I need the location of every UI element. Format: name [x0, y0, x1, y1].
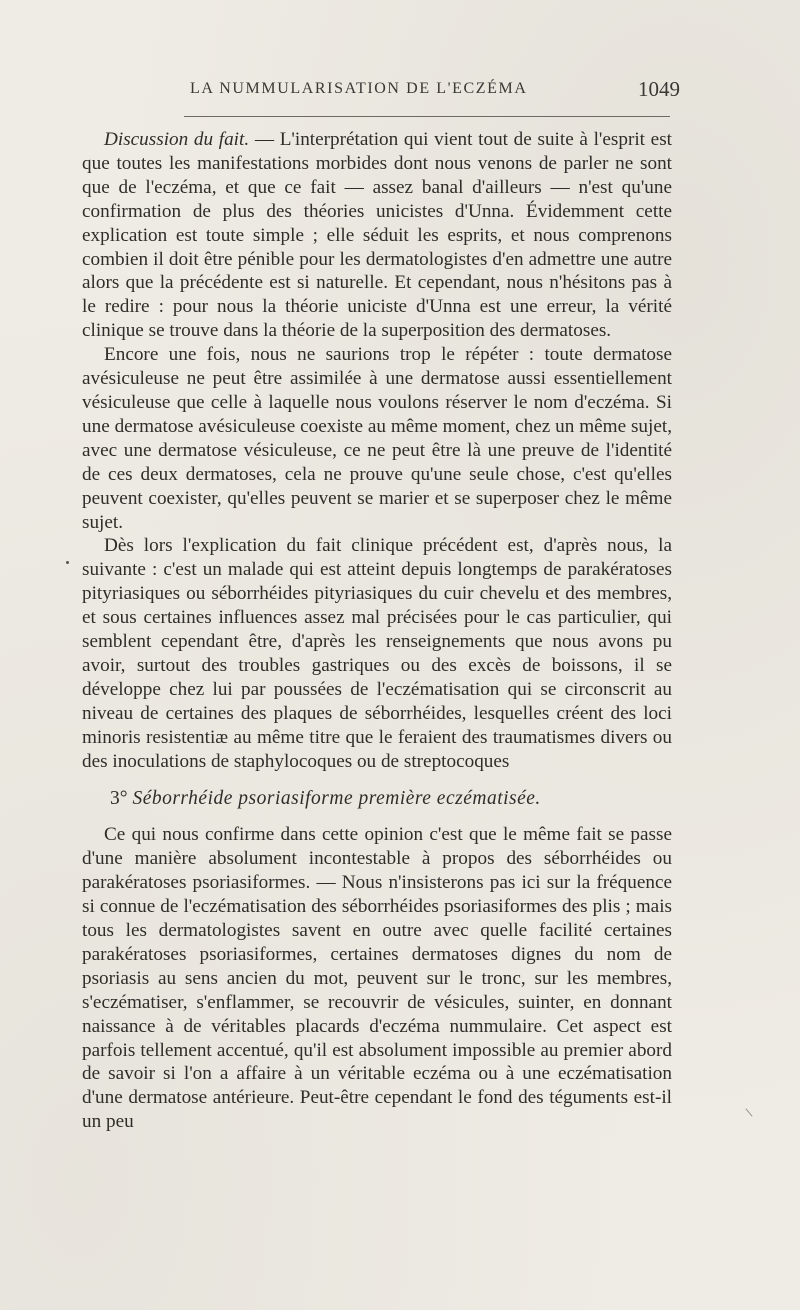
subsection-title: Séborrhéide psoriasiforme première eczématisée. [132, 788, 541, 810]
subsection-number: 3° [110, 788, 128, 810]
paragraph: Ce qui nous confirme dans cette opinion c'est que le même fait se passe d'une manière absolument incontestable à propos des séborrhéides ou parakératoses psoriasiformes. — Nous n'insisterons pas ici sur la fréquence si connue de l'eczématisation des séborrhéides psoriasiformes des plis ; mais tous les dermatologistes savent en outre avec quelle facilité certaines parakératoses psoriasiformes, certaines dermatoses dignes du nom de psoriasis au sens ancien du mot, peuvent sur le tronc, sur les membres, s'eczématiser, s'enflammer, se recouvrir de vésicules, suinter, en donnant naissance à de véritables placards d'eczéma nummulaire. Cet aspect est parfois tellement accentué, qu'il est absolument impossible au premier abord de savoir si l'on a affaire à un véritable eczéma ou à une eczématisation d'une dermatose antérieure. Peut-être cependant le fond des téguments est-il un peu [82, 824, 672, 1133]
margin-speck [66, 561, 69, 564]
header-rule [184, 116, 670, 117]
page-number: 1049 [638, 77, 680, 101]
running-title: LA NUMMULARISATION DE L'ECZÉMA [190, 80, 528, 97]
body-text [82, 128, 672, 1134]
paragraph: Encore une fois, nous ne saurions trop le répéter : toute dermatose avésiculeuse ne peut être assimilée à une dermatose aussi essentiellement vésiculeuse que celle à laquelle nous voulons réserver le nom d'eczéma. Si une dermatose avésiculeuse coexiste au même moment, chez un même sujet, avec une dermatose vésiculeuse, ce ne peut être là une preuve de l'identité de ces deux dermatoses, cela ne prouve qu'une seule chose, c'est qu'elles peuvent coexister, qu'elles peuvent se marier et se superposer chez le même sujet. [82, 344, 672, 533]
paragraph-text: — L'interprétation qui vient tout de suite à l'esprit est que toutes les manifestations morbides dont nous venons de parler ne sont que de l'eczéma, et que ce fait — assez banal d'ailleurs — n'est qu'une confirmation de plus des théories unicistes d'Unna. Évidemment cette explication est toute simple ; elle séduit les esprits, et nous comprenons combien il doit être pénible pour les dermatologistes d'en admettre une autre alors que la précédente est si naturelle. Et cependant, nous n'hésitons pas à le redire : pour nous la théorie uniciste d'Unna est une erreur, la vérité clinique se trouve dans la théorie de la superposition des dermatoses. [82, 129, 672, 342]
page-header [190, 77, 680, 104]
margin-mark [745, 1108, 752, 1116]
paragraph [82, 128, 672, 343]
section-run-in-title: Discussion du fait. [104, 129, 250, 150]
paragraph: Dès lors l'explication du fait clinique précédent est, d'après nous, la suivante : c'est un malade qui est atteint depuis longtemps de parakératoses pityriasiques ou séborrhéides pityriasiques du cuir chevelu et des membres, et sous certaines influences assez mal précisées pour le cas particulier, qui semblent cependant être, d'après les renseignements que nous avons pu avoir, surtout des troubles gastriques ou des excès de boissons, il se développe chez lui par poussées de l'eczématisation qui se circonscrit au niveau de certaines des plaques de séborrhéides, lesquelles créent des loci minoris resistentiæ au même titre que le feraient des traumatismes divers ou des inoculations de staphylocoques ou de streptocoques [82, 535, 672, 772]
subsection-heading [82, 787, 672, 811]
